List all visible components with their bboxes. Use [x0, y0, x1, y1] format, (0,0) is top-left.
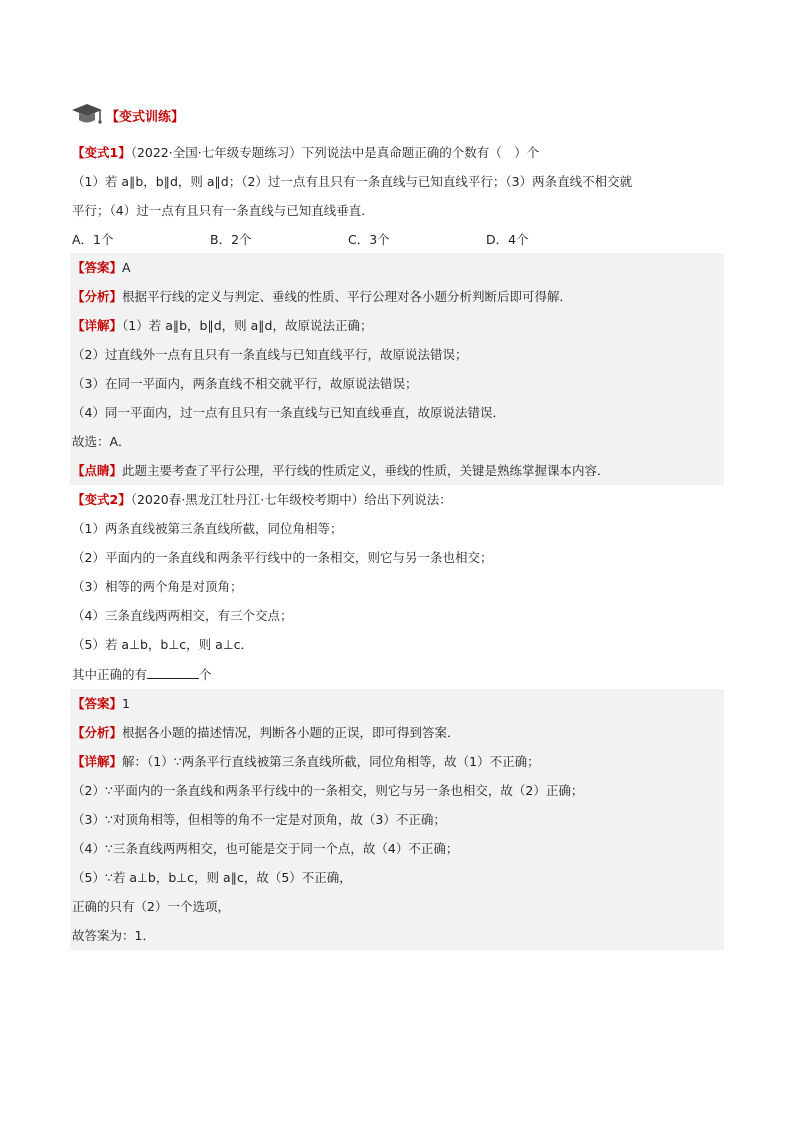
v1-detail-line-4: （4）同一平面内，过一点有且只有一条直线与已知直线垂直，故原说法错误．	[72, 405, 505, 420]
v2-question-line	[70, 659, 724, 689]
v2-solution-block	[70, 689, 724, 950]
v2-detail-1: 解：（1）∵两条平行直线被第三条直线所截，同位角相等，故（1）不正确；	[122, 754, 540, 769]
v1-tag: 【变式1】	[72, 145, 131, 160]
v2-answer: 1	[122, 696, 130, 711]
v2-tag: 【变式2】	[72, 492, 131, 507]
v2-summary: 正确的只有（2）一个选项，	[72, 899, 230, 914]
v2-item-2: （2）平面内的一条直线和两条平行线中的一条相交，则它与另一条也相交；	[72, 550, 493, 565]
v1-detail-line-1	[70, 311, 724, 340]
v2-detail-line-4: （4）∵三条直线两两相交，也可能是交于同一个点，故（4）不正确；	[72, 841, 459, 856]
v2-stem: （2020春·黑龙江牡丹江·七年级校考期中）给出下列说法：	[130, 492, 452, 507]
choice-a: A．1个	[72, 232, 114, 247]
v1-analysis: 根据平行线的定义与判定、垂线的性质、平行公理对各小题分析判断后即可得解．	[122, 289, 573, 304]
v1-stem-line	[70, 138, 724, 167]
choice-d: D．4个	[486, 232, 529, 247]
v2-answer-line	[70, 689, 724, 718]
v1-statement-line-1: （1）若 a∥b，b∥d，则 a∥d；（2）过一点有且只有一条直线与已知直线平行；（3）两条直线不相交就	[72, 174, 633, 189]
v2-detail-line-3: （3）∵对顶角相等，但相等的角不一定是对顶角，故（3）不正确；	[72, 812, 446, 827]
v1-choices	[70, 225, 724, 253]
v2-analysis: 根据各小题的描述情况，判断各小题的正误，即可得到答案．	[122, 725, 460, 740]
v2-stem-line	[70, 485, 724, 514]
v2-analysis-line	[70, 718, 724, 747]
answer-blank	[147, 664, 199, 679]
v1-analysis-line	[70, 282, 724, 311]
v2-answer-tag: 【答案】	[72, 696, 123, 711]
v1-solution-block	[70, 253, 724, 485]
v1-answer-tag: 【答案】	[72, 260, 123, 275]
v2-item-4: （4）三条直线两两相交，有三个交点；	[72, 608, 293, 623]
choice-c: C．3个	[348, 232, 390, 247]
v2-analysis-tag: 【分析】	[72, 725, 123, 740]
v1-stem: （2022·全国·七年级专题练习）下列说法中是真命题正确的个数有（ ）个	[130, 145, 540, 160]
v2-question-prefix: 其中正确的有	[72, 667, 148, 682]
v1-comment-line	[70, 456, 724, 485]
v1-statement-line-2: 平行；（4）过一点有且只有一条直线与已知直线垂直．	[72, 203, 374, 218]
section-title: 【变式训练】	[106, 109, 185, 125]
v2-detail-line-2: （2）∵平面内的一条直线和两条平行线中的一条相交，则它与另一条也相交，故（2）正确；	[72, 783, 584, 798]
choice-b: B．2个	[210, 232, 252, 247]
v2-item-5: （5）若 a⊥b，b⊥c，则 a⊥c．	[72, 637, 254, 652]
v1-answer-line	[70, 253, 724, 282]
v2-item-1: （1）两条直线被第三条直线所截，同位角相等；	[72, 521, 343, 536]
v1-answer: A	[122, 260, 131, 275]
v2-detail-line-5: （5）∵若 a⊥b，b⊥c，则 a∥c，故（5）不正确，	[72, 870, 352, 885]
v1-comment-tag: 【点睛】	[72, 463, 123, 478]
document-content	[70, 100, 724, 950]
section-heading	[70, 100, 724, 130]
v1-detail-line-2: （2）过直线外一点有且只有一条直线与已知直线平行，故原说法错误；	[72, 347, 468, 362]
v2-detail-line-1	[70, 747, 724, 776]
v2-final: 故答案为：1．	[72, 928, 155, 943]
v1-conclusion: 故选：A．	[72, 434, 131, 449]
v1-analysis-tag: 【分析】	[72, 289, 123, 304]
v2-item-3: （3）相等的两个角是对顶角；	[72, 579, 243, 594]
v1-detail-1: （1）若 a∥b，b∥d，则 a∥d，故原说法正确；	[122, 318, 373, 333]
v1-comment: 此题主要考查了平行公理，平行线的性质定义，垂线的性质，关键是熟练掌握课本内容．	[122, 463, 610, 478]
graduation-cap-icon	[70, 101, 104, 129]
v2-question-suffix: 个	[199, 667, 212, 682]
v2-detail-tag: 【详解】	[72, 754, 123, 769]
v1-detail-line-3: （3）在同一平面内，两条直线不相交就平行，故原说法错误；	[72, 376, 418, 391]
v1-detail-tag: 【详解】	[72, 318, 123, 333]
